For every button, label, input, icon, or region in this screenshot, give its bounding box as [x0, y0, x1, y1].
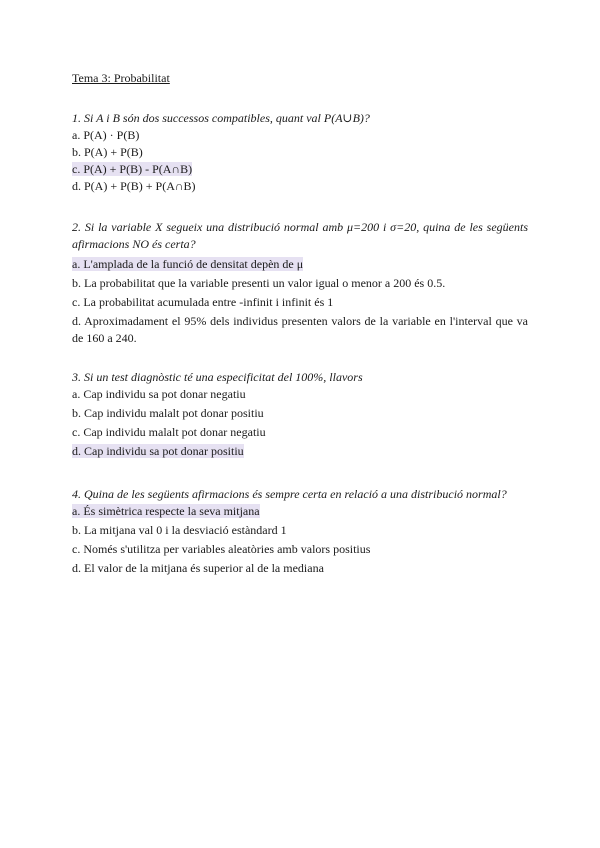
option-label: d. El valor de la mitjana és superior al de la mediana — [72, 561, 324, 575]
option-label-selected: d. Cap individu sa pot donar positiu — [72, 444, 244, 458]
question-2-option-d[interactable] — [72, 313, 528, 347]
option-label: a. Cap individu sa pot donar negatiu — [72, 387, 246, 401]
option-label: b. Cap individu malalt pot donar positiu — [72, 406, 264, 420]
question-4 — [72, 486, 528, 577]
page-title: Tema 3: Probabilitat — [72, 71, 170, 85]
question-4-option-d[interactable] — [72, 560, 528, 577]
question-1-text: 1. Si A i B són dos successos compatibles, quant val P(A∪B)? — [72, 111, 370, 125]
question-4-option-c[interactable] — [72, 541, 528, 558]
question-2-option-a[interactable] — [72, 256, 528, 273]
question-2 — [72, 219, 528, 347]
option-label-selected: c. P(A) + P(B) - P(A∩B) — [72, 162, 193, 176]
option-label: c. Cap individu malalt pot donar negatiu — [72, 425, 266, 439]
option-label-selected: a. L'amplada de la funció de densitat depèn de μ — [72, 257, 304, 271]
option-label: b. La probabilitat que la variable presenti un valor igual o menor a 200 és 0.5. — [72, 276, 446, 290]
question-1 — [72, 110, 528, 195]
option-label: d. P(A) + P(B) + P(A∩B) — [72, 179, 196, 193]
question-2-option-c[interactable] — [72, 294, 528, 311]
option-label: c. Només s'utilitza per variables aleatòries amb valors positius — [72, 542, 371, 556]
question-2-option-b[interactable] — [72, 275, 528, 292]
question-3 — [72, 369, 528, 460]
question-2-text: 2. Si la variable X segueix una distribució normal amb μ=200 i σ=20, quina de les següents afirmacions NO és certa? — [72, 220, 528, 251]
option-label-selected: a. És simètrica respecte la seva mitjana — [72, 504, 260, 518]
question-4-option-a[interactable] — [72, 503, 528, 520]
question-1-option-c[interactable] — [72, 161, 528, 178]
question-1-option-a[interactable] — [72, 127, 528, 144]
question-1-option-b[interactable] — [72, 144, 528, 161]
document-page — [72, 70, 528, 579]
option-label: a. P(A) · P(B) — [72, 128, 140, 142]
option-label: c. La probabilitat acumulada entre -infinit i infinit és 1 — [72, 295, 334, 309]
question-3-option-a[interactable] — [72, 386, 528, 403]
option-label: b. P(A) + P(B) — [72, 145, 143, 159]
question-4-option-b[interactable] — [72, 522, 528, 539]
question-3-option-d[interactable] — [72, 443, 528, 460]
question-3-text: 3. Si un test diagnòstic té una especificitat del 100%, llavors — [72, 370, 363, 384]
option-label: d. Aproximadament el 95% dels individus presenten valors de la variable en l'interval que va de 160 a 240. — [72, 314, 528, 345]
question-4-text: 4. Quina de les següents afirmacions és sempre certa en relació a una distribució normal? — [72, 487, 507, 501]
question-1-option-d[interactable] — [72, 178, 528, 195]
option-label: b. La mitjana val 0 i la desviació estàndard 1 — [72, 523, 287, 537]
question-3-option-b[interactable] — [72, 405, 528, 422]
question-3-option-c[interactable] — [72, 424, 528, 441]
